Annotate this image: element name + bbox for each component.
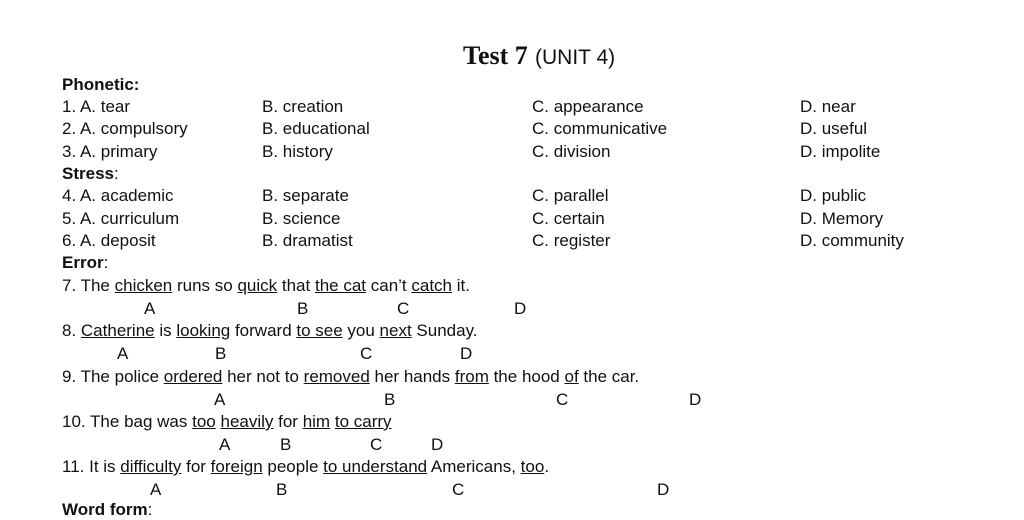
- section-stress-label: Stress: [62, 164, 114, 183]
- title-sub: (UNIT 4): [535, 46, 616, 69]
- underlined-part-c: from: [454, 367, 489, 386]
- question-text: for: [181, 457, 211, 476]
- question-text: her hands: [369, 367, 455, 386]
- section-stress-colon: :: [113, 164, 119, 183]
- question-text: forward: [230, 321, 297, 340]
- option-c: C. register: [532, 231, 611, 250]
- option-d: D. community: [800, 231, 904, 250]
- option-a: 5. A. curriculum: [62, 209, 180, 228]
- underlined-part-d: too: [520, 457, 545, 476]
- underlined-part-d: to carry: [334, 412, 392, 431]
- question-text: .: [544, 457, 550, 476]
- option-c: C. division: [532, 142, 611, 161]
- option-a: 2. A. compulsory: [62, 119, 188, 138]
- letter-b: B: [276, 480, 288, 499]
- error-question: [62, 321, 478, 341]
- question-row: [62, 209, 1002, 231]
- option-c: C. communicative: [532, 119, 668, 138]
- section-stress: [62, 164, 119, 184]
- option-a: 6. A. deposit: [62, 231, 156, 250]
- title-main: Test 7: [463, 41, 528, 70]
- underlined-part-c: the cat: [314, 276, 367, 295]
- underlined-part-b: quick: [237, 276, 278, 295]
- question-text: people: [262, 457, 324, 476]
- section-word-form-label: Word form: [62, 500, 148, 519]
- underlined-part-b: looking: [176, 321, 231, 340]
- letter-a: A: [150, 480, 162, 499]
- question-text: Americans,: [427, 457, 521, 476]
- underlined-part-d: next: [379, 321, 412, 340]
- letter-b: B: [297, 299, 309, 318]
- letter-c: C: [360, 344, 373, 363]
- underlined-part-c: him: [302, 412, 331, 431]
- option-d: D. Memory: [800, 209, 884, 228]
- option-b: B. history: [262, 142, 333, 161]
- option-b: B. educational: [262, 119, 370, 138]
- question-text: 10. The bag was: [62, 412, 193, 431]
- question-text: the car.: [578, 367, 640, 386]
- question-text: it.: [452, 276, 470, 295]
- section-word-form-colon: :: [147, 500, 153, 519]
- underlined-part-a: too: [192, 412, 216, 431]
- question-row: [62, 119, 1002, 141]
- question-text: 7. The: [62, 276, 115, 295]
- letter-b: B: [384, 390, 396, 409]
- letter-d: D: [689, 390, 702, 409]
- letter-d: D: [657, 480, 670, 499]
- option-b: B. separate: [262, 186, 349, 205]
- letter-a: A: [117, 344, 129, 363]
- underlined-part-a: Catherine: [80, 321, 155, 340]
- option-d: D. public: [800, 186, 867, 205]
- underlined-part-d: of: [564, 367, 579, 386]
- letter-c: C: [397, 299, 410, 318]
- question-text: 8.: [62, 321, 81, 340]
- section-phonetic: Phonetic:: [62, 75, 140, 94]
- option-c: C. certain: [532, 209, 605, 228]
- letter-b: B: [280, 435, 292, 454]
- question-text: the hood: [488, 367, 565, 386]
- question-row: [62, 97, 1002, 119]
- section-word-form: [62, 500, 152, 520]
- option-c: C. parallel: [532, 186, 609, 205]
- question-text: her not to: [222, 367, 304, 386]
- letter-d: D: [431, 435, 444, 454]
- error-question: [62, 367, 639, 387]
- underlined-part-d: catch: [411, 276, 453, 295]
- underlined-part-a: chicken: [114, 276, 173, 295]
- question-text: 9. The police: [62, 367, 164, 386]
- section-error-colon: :: [103, 253, 109, 272]
- letter-c: C: [556, 390, 569, 409]
- letter-d: D: [460, 344, 473, 363]
- error-question: [62, 412, 392, 432]
- underlined-part-b: foreign: [210, 457, 263, 476]
- option-a: 1. A. tear: [62, 97, 131, 116]
- option-d: D. near: [800, 97, 856, 116]
- question-row: [62, 231, 1002, 253]
- section-error: [62, 253, 108, 273]
- option-a: 3. A. primary: [62, 142, 158, 161]
- option-b: B. science: [262, 209, 341, 228]
- question-text: Sunday.: [411, 321, 478, 340]
- question-text: 11. It is: [62, 457, 121, 476]
- question-row: [62, 142, 1002, 164]
- question-text: you: [342, 321, 380, 340]
- underlined-part-b: removed: [303, 367, 370, 386]
- underlined-part-c: to see: [296, 321, 343, 340]
- letter-a: A: [144, 299, 156, 318]
- option-d: D. useful: [800, 119, 868, 138]
- letter-b: B: [215, 344, 227, 363]
- option-c: C. appearance: [532, 97, 644, 116]
- question-text: for: [273, 412, 303, 431]
- letter-a: A: [214, 390, 226, 409]
- section-error-label: Error: [62, 253, 104, 272]
- option-b: B. dramatist: [262, 231, 353, 250]
- question-text: that: [277, 276, 315, 295]
- underlined-part-b: heavily: [220, 412, 274, 431]
- letter-c: C: [452, 480, 465, 499]
- error-question: [62, 457, 549, 477]
- option-a: 4. A. academic: [62, 186, 174, 205]
- letter-a: A: [219, 435, 231, 454]
- letter-d: D: [514, 299, 527, 318]
- page-title: [463, 40, 615, 71]
- question-text: is: [154, 321, 177, 340]
- underlined-part-a: ordered: [163, 367, 223, 386]
- question-row: [62, 186, 1002, 208]
- option-b: B. creation: [262, 97, 344, 116]
- underlined-part-a: difficulty: [120, 457, 182, 476]
- error-question: [62, 276, 470, 296]
- question-text: can’t: [366, 276, 412, 295]
- letter-c: C: [370, 435, 383, 454]
- option-d: D. impolite: [800, 142, 881, 161]
- question-text: runs so: [172, 276, 238, 295]
- underlined-part-c: to understand: [323, 457, 428, 476]
